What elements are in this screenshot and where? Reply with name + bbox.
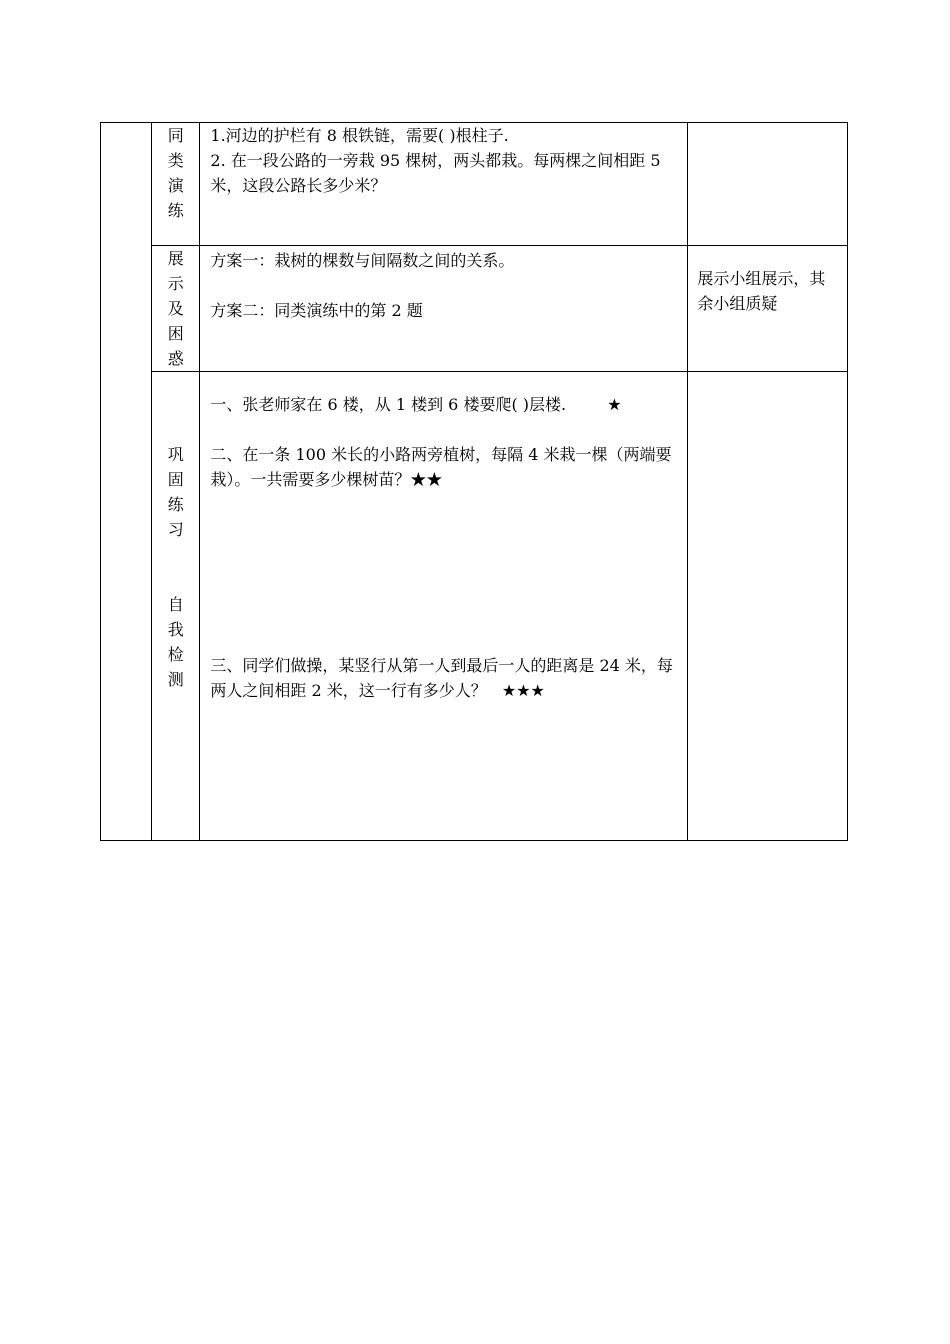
exercise-item: 方案一：栽树的棵数与间隔数之间的关系。: [210, 251, 515, 270]
note-cell: [688, 246, 848, 372]
exercise-text: 二、在一条 100 米长的小路两旁植树，每隔 4 米栽一棵（两端要栽）。一共需要多少棵树苗？: [210, 445, 672, 489]
exercise-item: 1.河边的护栏有 8 根铁链，需要( )根柱子.: [210, 126, 509, 145]
label-char: 我: [167, 620, 184, 639]
label-char: 自: [167, 595, 184, 614]
label-char: 示: [167, 274, 184, 293]
table-row: [101, 246, 848, 372]
note-cell: [688, 123, 848, 246]
note-cell: [688, 372, 848, 841]
label-char: 困: [167, 324, 184, 343]
blank-column-cell: [101, 123, 152, 841]
note-text: 展示小组展示，其余小组质疑: [697, 269, 826, 313]
exercise-item: 方案二：同类演练中的第 2 题: [210, 301, 423, 320]
label-char: 及: [167, 299, 184, 318]
label-cell: [152, 246, 200, 372]
label-char: 测: [167, 670, 184, 689]
exercise-item: [210, 442, 679, 492]
label-char: 类: [167, 151, 184, 170]
exercise-text: 一、张老师家在 6 楼，从 1 楼到 6 楼要爬( )层楼.: [210, 395, 567, 414]
difficulty-stars: ★: [607, 395, 622, 414]
content-cell: [200, 246, 688, 372]
content-cell: [200, 123, 688, 246]
exercise-item: [210, 392, 679, 417]
table-row: [101, 123, 848, 246]
label-char: 练: [167, 201, 184, 220]
label-cell: [152, 372, 200, 841]
label-char: 习: [167, 520, 184, 539]
label-char: 惑: [167, 349, 184, 368]
label-gap: [168, 542, 184, 592]
difficulty-stars: ★★★: [501, 681, 545, 700]
label-char: 练: [167, 495, 184, 514]
label-cell: [152, 123, 200, 246]
table-row: [101, 372, 848, 841]
label-char: 检: [167, 645, 184, 664]
label-char: 巩: [167, 445, 184, 464]
label-char: 演: [167, 176, 184, 195]
content-cell: [200, 372, 688, 841]
label-char: 展: [167, 249, 184, 268]
difficulty-stars: ★★: [410, 470, 443, 489]
exercise-item: [210, 653, 679, 703]
exercise-item: 2. 在一段公路的一旁栽 95 棵树，两头都栽。每两棵之间相距 5 米，这段公路长多少米？: [210, 151, 661, 195]
lesson-table: [100, 122, 848, 841]
label-char: 同: [167, 126, 184, 145]
label-char: 固: [167, 470, 184, 489]
exercise-text: 三、同学们做操，某竖行从第一人到最后一人的距离是 24 米，每两人之间相距 2 米，这一行有多少人？: [210, 656, 673, 700]
